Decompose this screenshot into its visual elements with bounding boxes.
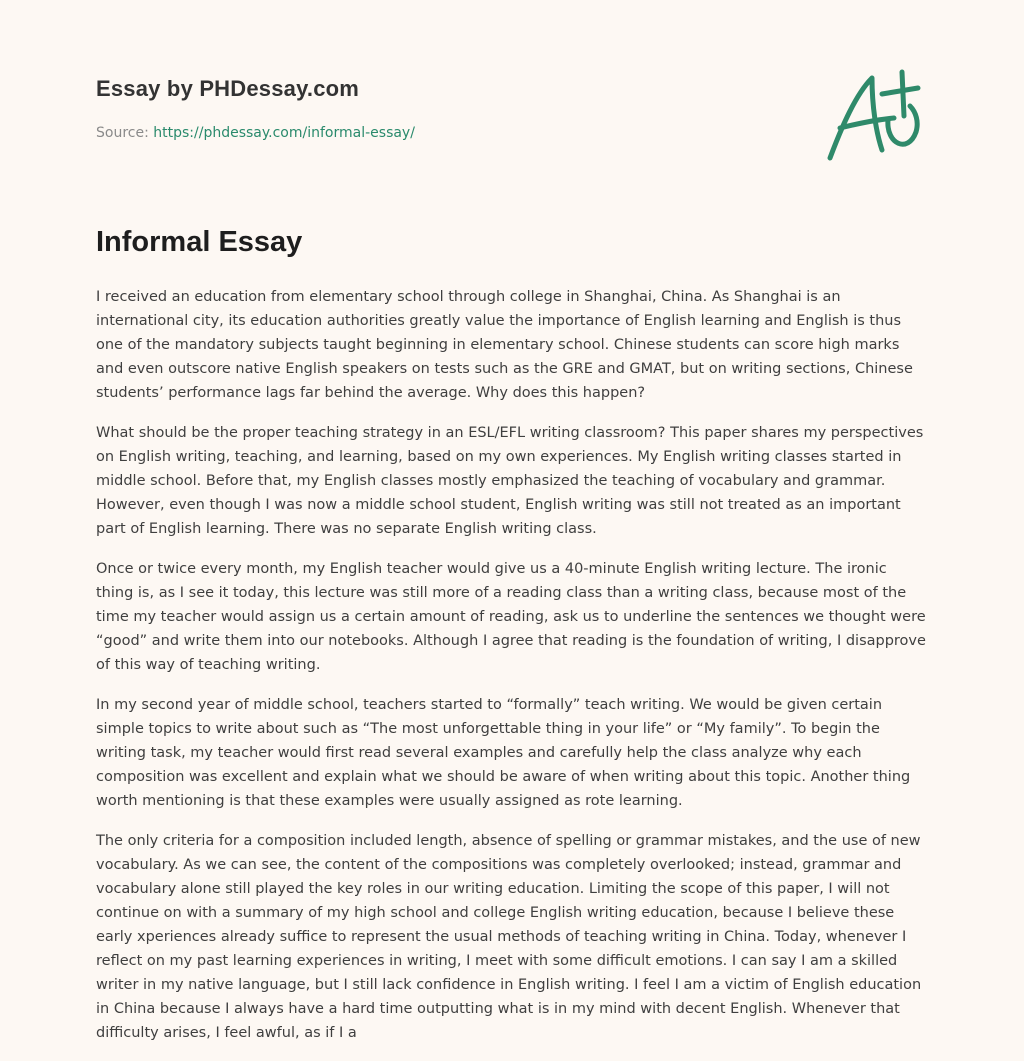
- source-label: Source:: [96, 125, 154, 141]
- essay-paragraph: In my second year of middle school, teachers started to “formally” teach writing. We would be given certain simple topics to write about such as “The most unforgettable thing in your life” or “My family”. To begin the writing task, my teacher would first read several examples and carefully help the class analyze why each composition was excellent and explain what we should be aware of when writing about this topic. Another thing worth mentioning is that these examples were usually assigned as rote learning.: [96, 697, 911, 809]
- essay-title: Informal Essay: [96, 226, 303, 258]
- essay-paragraph: The only criteria for a composition included length, absence of spelling or grammar mistakes, and the use of new vocabulary. As we can see, the content of the compositions was completely overlooked; instead, grammar and vocabulary alone still played the key roles in our writing education. Limiting the scope of this paper, I will not continue on with a summary of my high school and college English writing education, because I believe these early xperiences already suffice to represent the usual methods of teaching writing in China. Today, whenever I reflect on my past learning experiences in writing, I meet with some difficult emotions. I can say I am a skilled writer in my native language, but I still lack confidence in English writing. I feel I am a victim of English education in China because I always have a hard time outputting what is in my mind with decent English. Whenever that difficulty arises, I feel awful, as if I a: [96, 833, 922, 1041]
- essay-paragraph: What should be the proper teaching strategy in an ESL/EFL writing classroom? This paper shares my perspectives on English writing, teaching, and learning, based on my own experiences. My English writing classes started in middle school. Before that, my English classes mostly emphasized the teaching of vocabulary and grammar. However, even though I was now a middle school student, English writing was still not treated as an important part of English learning. There was no separate English writing class.: [96, 425, 924, 537]
- essay-paragraph: I received an education from elementary school through college in Shanghai, China. As Shanghai is an international city, its education authorities greatly value the importance of English learning and English is thus one of the mandatory subjects taught beginning in elementary school. Chinese students can score high marks and even outscore native English speakers on tests such as the GRE and GMAT, but on writing sections, Chinese students’ performance lags far behind the average. Why does this happen?: [96, 289, 913, 401]
- source-line: [96, 125, 415, 141]
- site-brand: Essay by PHDessay.com: [96, 76, 360, 101]
- essay-body: [96, 285, 928, 1061]
- a-plus-grade-icon: [822, 66, 928, 164]
- essay-paragraph: Once or twice every month, my English teacher would give us a 40-minute English writing lecture. The ironic thing is, as I see it today, this lecture was still more of a reading class than a writing class, because most of the time my teacher would assign us a certain amount of reading, ask us to underline the sentences we thought were “good” and write them into our notebooks. Although I agree that reading is the foundation of writing, I disapprove of this way of teaching writing.: [96, 561, 926, 673]
- source-link[interactable]: https://phdessay.com/informal-essay/: [153, 125, 415, 141]
